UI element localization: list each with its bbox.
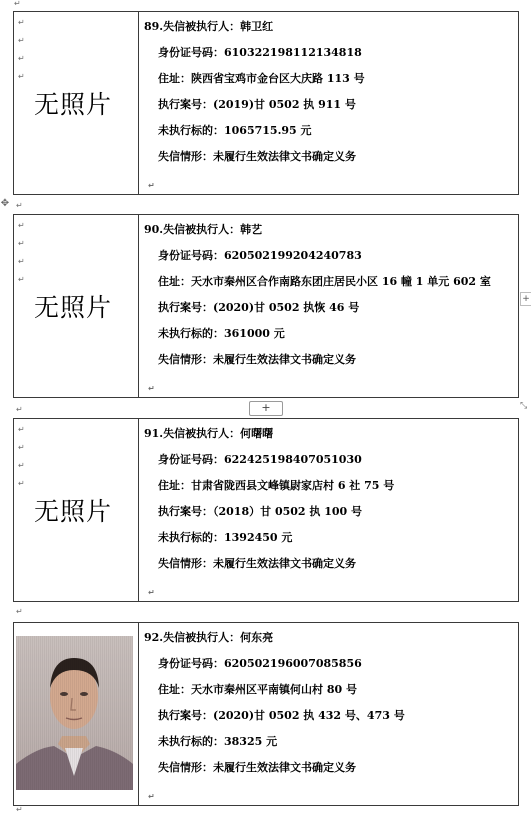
table-resize-icon[interactable]: ⤡ (520, 401, 528, 411)
paragraph-mark: ↵ (148, 181, 155, 190)
default-situation: 失信情形：未履行生效法律文书确定义务 (158, 353, 356, 366)
record-table (13, 214, 519, 398)
no-photo-label: 无照片 (34, 293, 113, 322)
paragraph-mark: ↵ (18, 443, 25, 452)
paragraph-mark: ↵ (18, 425, 25, 434)
record-info (144, 215, 518, 397)
case-number: 执行案号：(2020)甘 0502 执 432 号、473 号 (158, 709, 405, 722)
photo-cell (14, 419, 139, 601)
paragraph-mark: ↵ (148, 792, 155, 801)
record-title: 90.失信被执行人：韩艺 (144, 223, 263, 236)
outstanding-amount: 未执行标的：361000 元 (158, 327, 285, 340)
paragraph-mark: ↵ (18, 479, 25, 488)
record-title: 89.失信被执行人：韩卫红 (144, 20, 274, 33)
outstanding-amount: 未执行标的：38325 元 (158, 735, 278, 748)
default-situation: 失信情形：未履行生效法律文书确定义务 (158, 150, 356, 163)
case-number: 执行案号：(2020)甘 0502 执恢 46 号 (158, 301, 360, 314)
table-move-icon[interactable]: ✥ (0, 198, 10, 209)
address: 住址：天水市秦州区合作南路东团庄居民小区 16 幢 1 单元 602 室 (158, 275, 491, 288)
paragraph-mark: ↵ (18, 221, 25, 230)
photo-cell (14, 215, 139, 397)
paragraph-mark: ↵ (18, 54, 25, 63)
paragraph-mark: ↵ (18, 72, 25, 81)
paragraph-mark: ↵ (16, 201, 23, 210)
no-photo-label: 无照片 (34, 90, 113, 119)
no-photo-label: 无照片 (34, 497, 113, 526)
person-photo-icon (16, 636, 133, 790)
address: 住址：天水市秦州区平南镇何山村 80 号 (158, 683, 357, 696)
paragraph-mark: ↵ (18, 239, 25, 248)
case-number: 执行案号：(2019)甘 0502 执 911 号 (158, 98, 356, 111)
address: 住址：陕西省宝鸡市金台区大庆路 113 号 (158, 72, 365, 85)
record-info (144, 419, 518, 601)
id-number: 身份证号码：620502196007085856 (158, 657, 362, 670)
paragraph-mark: ↵ (18, 461, 25, 470)
photo-cell (14, 623, 139, 805)
paragraph-mark: ↵ (16, 805, 23, 814)
add-row-button[interactable]: + (249, 401, 283, 416)
id-number: 身份证号码：622425198407051030 (158, 453, 362, 466)
id-number: 身份证号码：610322198112134818 (158, 46, 362, 59)
record-title: 91.失信被执行人：何曙曙 (144, 427, 274, 440)
outstanding-amount: 未执行标的：1065715.95 元 (158, 124, 312, 137)
address: 住址：甘肃省陇西县文峰镇尉家店村 6 社 75 号 (158, 479, 395, 492)
outstanding-amount: 未执行标的：1392450 元 (158, 531, 293, 544)
record-info (144, 623, 518, 805)
portrait-photo (16, 636, 133, 790)
default-situation: 失信情形：未履行生效法律文书确定义务 (158, 761, 356, 774)
paragraph-mark: ↵ (148, 384, 155, 393)
paragraph-mark: ↵ (18, 18, 25, 27)
paragraph-mark: ↵ (18, 257, 25, 266)
record-info (144, 12, 518, 194)
record-table (13, 418, 519, 602)
record-table (13, 622, 519, 806)
paragraph-mark: ↵ (16, 607, 23, 616)
case-number: 执行案号：（2018）甘 0502 执 100 号 (158, 505, 363, 518)
id-number: 身份证号码：620502199204240783 (158, 249, 362, 262)
paragraph-mark: ↵ (18, 36, 25, 45)
add-column-button[interactable]: + (520, 292, 531, 306)
paragraph-mark: ↵ (18, 275, 25, 284)
paragraph-mark: ↵ (148, 588, 155, 597)
photo-cell (14, 12, 139, 194)
paragraph-mark: ↵ (14, 0, 21, 8)
record-title: 92.失信被执行人：何东亮 (144, 631, 274, 644)
default-situation: 失信情形：未履行生效法律文书确定义务 (158, 557, 356, 570)
paragraph-mark: ↵ (16, 405, 23, 414)
record-table (13, 11, 519, 195)
